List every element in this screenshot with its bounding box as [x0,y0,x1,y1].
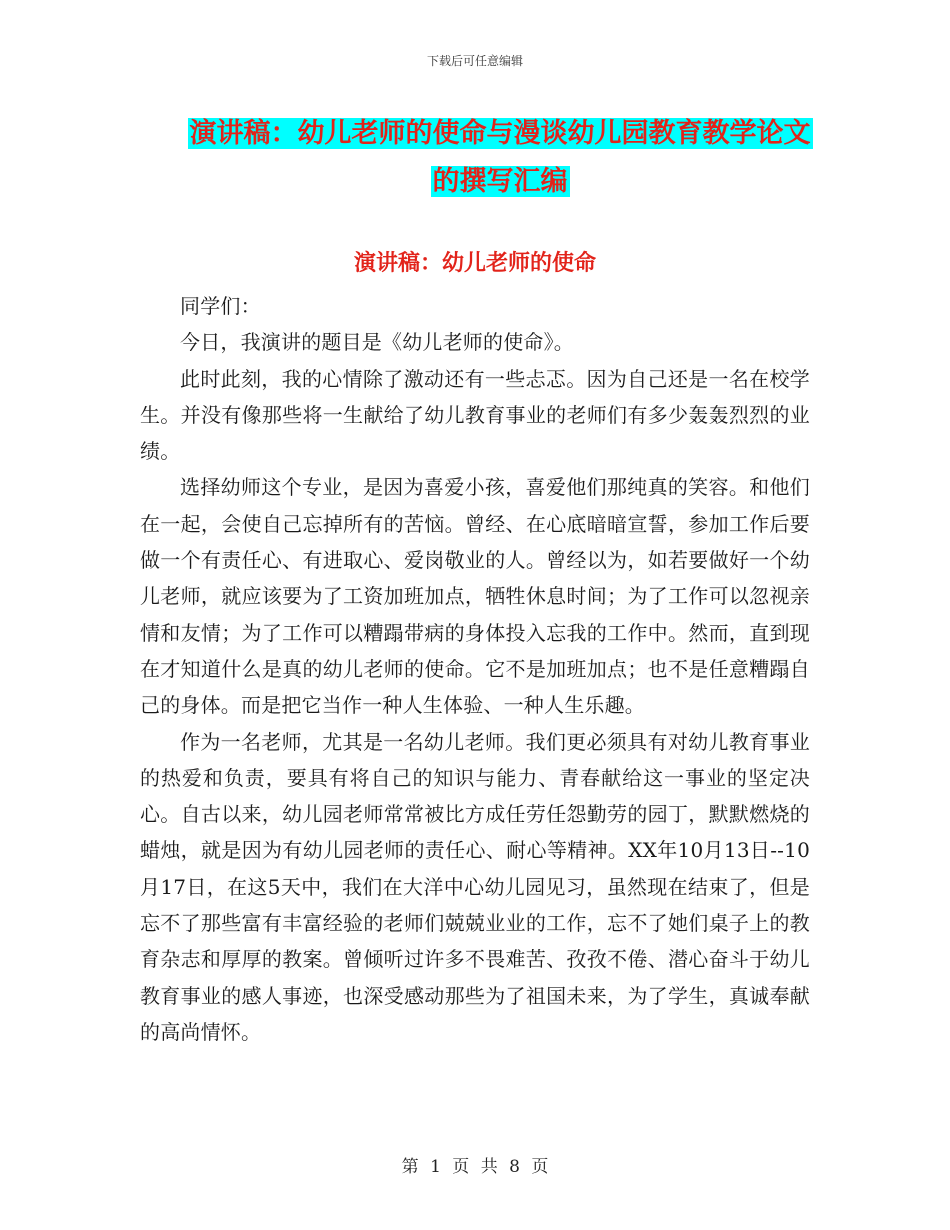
paragraph: 选择幼师这个专业，是因为喜爱小孩，喜爱他们那纯真的笑容。和他们在一起，会使自己忘掉所有的苦恼。曾经、在心底暗暗宣誓，参加工作后要做一个有责任心、有进取心、爱岗敬业的人。曾经以为，如若要做好一个幼儿老师，就应该要为了工资加班加点，牺牲休息时间；为了工作可以忽视亲情和友情；为了工作可以糟蹋带病的身体投入忘我的工作中。然而，直到现在才知道什么是真的幼儿老师的使命。它不是加班加点；也不是任意糟蹋自己的身体。而是把它当作一种人生体验、一种人生乐趣。 [140,475,810,718]
page-number: 第 1 页 共 8 页 [401,1157,549,1177]
paragraph: 作为一名老师，尤其是一名幼儿老师。我们更必须具有对幼儿教育事业的热爱和负责，要具有将自己的知识与能力、青春献给这一事业的坚定决心。自古以来，幼儿园老师常常被比方成任劳任怨勤劳的园丁，默默燃烧的蜡烛，就是因为有幼儿园老师的责任心、耐心等精神。XX年10月13日--10月17日，在这5天中，我们在大洋中心幼儿园见习，虽然现在结束了，但是忘不了那些富有丰富经验的老师们兢兢业业的工作，忘不了她们桌子上的教育杂志和厚厚的教案。曾倾听过许多不畏难苦、孜孜不倦、潜心奋斗于幼儿教育事业的感人事迹，也深受感动那些为了祖国未来，为了学生，真诚奉献的高尚情怀。 [140,729,810,1044]
document-body [140,288,810,1050]
document-title [140,110,860,206]
document-title-line-2: 的撰写汇编 [432,166,568,197]
paragraph-greeting: 同学们： [180,294,261,318]
section-title: 演讲稿：幼儿老师的使命 [353,250,596,276]
paragraph-topic: 今日，我演讲的题目是《幼儿老师的使命》。 [180,330,574,355]
header-note: 下载后可任意编辑 [426,54,523,68]
paragraph: 此时此刻，我的心情除了激动还有一些忐忑。因为自己还是一名在校学生。并没有像那些将一生献给了幼儿教育事业的老师们有多少轰轰烈烈的业绩。 [140,366,810,464]
document-title-line-1: 演讲稿：幼儿老师的使命与漫谈幼儿园教育教学论文 [189,118,811,149]
